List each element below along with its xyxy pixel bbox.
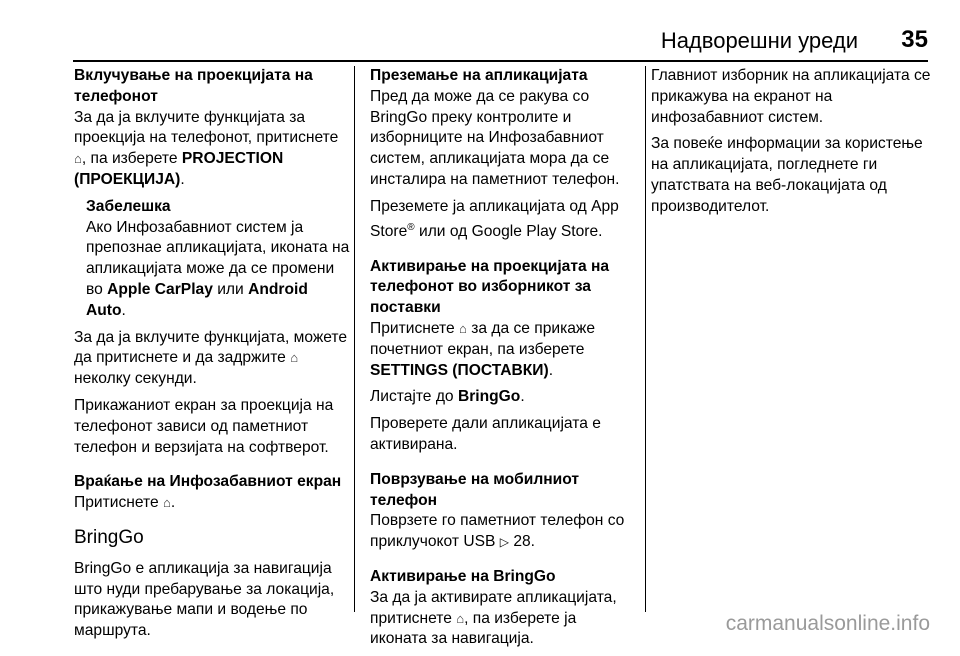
paragraph: Прикажаниот екран за проекција на телефонот зависи од паметниот телефон и верзијата на софтверот. — [74, 396, 334, 456]
paragraph — [370, 197, 636, 243]
text: , па изберете ја иконата за навигација. — [370, 609, 577, 648]
paragraph — [370, 511, 636, 553]
page-number: 35 — [901, 26, 928, 53]
home-icon: ⌂ — [456, 610, 465, 626]
section-heading-activate-in-settings: Активирање на проекцијата на телефонот во изборникот за поставки — [370, 257, 610, 317]
paragraph: Пред да може да се ракува со BringGo преку контролите и изборниците на Инфозабавниот систем, апликацијата мора да се инсталира на паметниот телефон. — [370, 87, 620, 188]
paragraph: За да ја вклучите функцијата за проекција на телефонот, притиснете ⌂, па изберете PROJECTION (ПРОЕКЦИЈА). — [74, 108, 339, 188]
paragraph: Проверете дали апликацијата е активирана. — [370, 415, 601, 453]
header-rule — [73, 60, 928, 62]
column-3 — [651, 66, 933, 224]
home-icon: ⌂ — [290, 350, 299, 366]
text: Преземете ја апликацијата од App Store — [370, 197, 619, 240]
text: или — [217, 280, 244, 298]
page-reference: 28. — [513, 533, 535, 551]
paragraph: Главниот изборник на апликацијата се прикажува на екранот на инфозабавниот систем. — [651, 67, 931, 126]
page-header-title: Надворешни уреди — [660, 28, 858, 53]
note-box: Забелешка Ако Инфозабавниот систем ја препознае апликацијата, иконата на апликацијата може да се промени во Apple CarPlay или Android Auto. — [86, 197, 350, 319]
paragraph: Листајте до BringGo. — [370, 388, 525, 406]
home-icon: ⌂ — [74, 151, 82, 167]
section-heading-bringgo: BringGo — [74, 526, 144, 548]
paragraph: Притиснете ⌂ за да се прикаже почетниот екран, па изберете SETTINGS (ПОСТАВКИ). — [370, 319, 596, 379]
text: Поврзете го паметниот телефон со приклучокот USB — [370, 512, 625, 551]
apple-carplay-label: Apple CarPlay — [107, 280, 213, 298]
column-1 — [74, 66, 350, 648]
text: или од Google Play Store. — [419, 222, 603, 240]
text: Листајте до — [370, 388, 454, 406]
paragraph: BringGo е апликација за навигација што нуди пребарување за локација, прикажување мапи и водење по маршрута. — [74, 559, 335, 640]
section-heading-download-app: Преземање на апликацијата — [370, 67, 588, 84]
text: за да се прикаже почетниот екран, па изберете — [370, 319, 596, 358]
home-icon: ⌂ — [163, 495, 171, 511]
paragraph — [74, 328, 350, 390]
text: Ако Инфозабавниот систем ја препознае апликацијата, иконата на апликацијата може да се промени во — [86, 218, 350, 298]
column-2 — [370, 66, 636, 656]
android-auto-label: Android Auto — [86, 280, 308, 319]
menu-option-projection: PROJECTION (ПРОЕКЦИЈА) — [74, 150, 284, 188]
section-heading-phone-projection-on: Вклучување на проекцијата на телефонот — [74, 67, 313, 105]
menu-option-bringgo: BringGo — [457, 388, 521, 406]
section-heading-activate-bringgo: Активирање на BringGo — [370, 567, 556, 585]
text: За да ја вклучите функцијата, можете да притиснете и да задржите — [74, 328, 348, 367]
text: За да ја активирате апликацијата, притиснете — [370, 588, 617, 627]
paragraph: Притиснете ⌂. — [74, 493, 350, 514]
watermark: carmanualsonline.info — [725, 612, 930, 635]
note-title: Забелешка — [86, 197, 171, 215]
section-heading-return-to-infotainment: Враќање на Инфозабавниот екран — [74, 473, 342, 491]
text: Притиснете — [370, 319, 455, 337]
cross-reference-arrow-icon: ▷ — [499, 535, 509, 550]
section-heading-connect-phone: Поврзување на мобилниот телефон — [370, 470, 580, 509]
menu-option-settings: SETTINGS (ПОСТАВКИ) — [370, 361, 549, 379]
paragraph — [370, 588, 636, 650]
column-divider-1 — [354, 66, 355, 612]
registered-mark: ® — [407, 221, 415, 233]
text: За да ја вклучите функцијата за проекција на телефонот, притиснете — [74, 108, 339, 147]
paragraph: За повеќе информации за користење на апликацијата, погледнете ги упатствата на веб-локацијата од производителот. — [651, 135, 923, 215]
text: , па изберете — [81, 150, 178, 168]
text: Притиснете — [74, 494, 159, 512]
home-icon: ⌂ — [459, 320, 467, 336]
text: неколку секунди. — [74, 370, 197, 388]
column-divider-2 — [645, 66, 646, 612]
